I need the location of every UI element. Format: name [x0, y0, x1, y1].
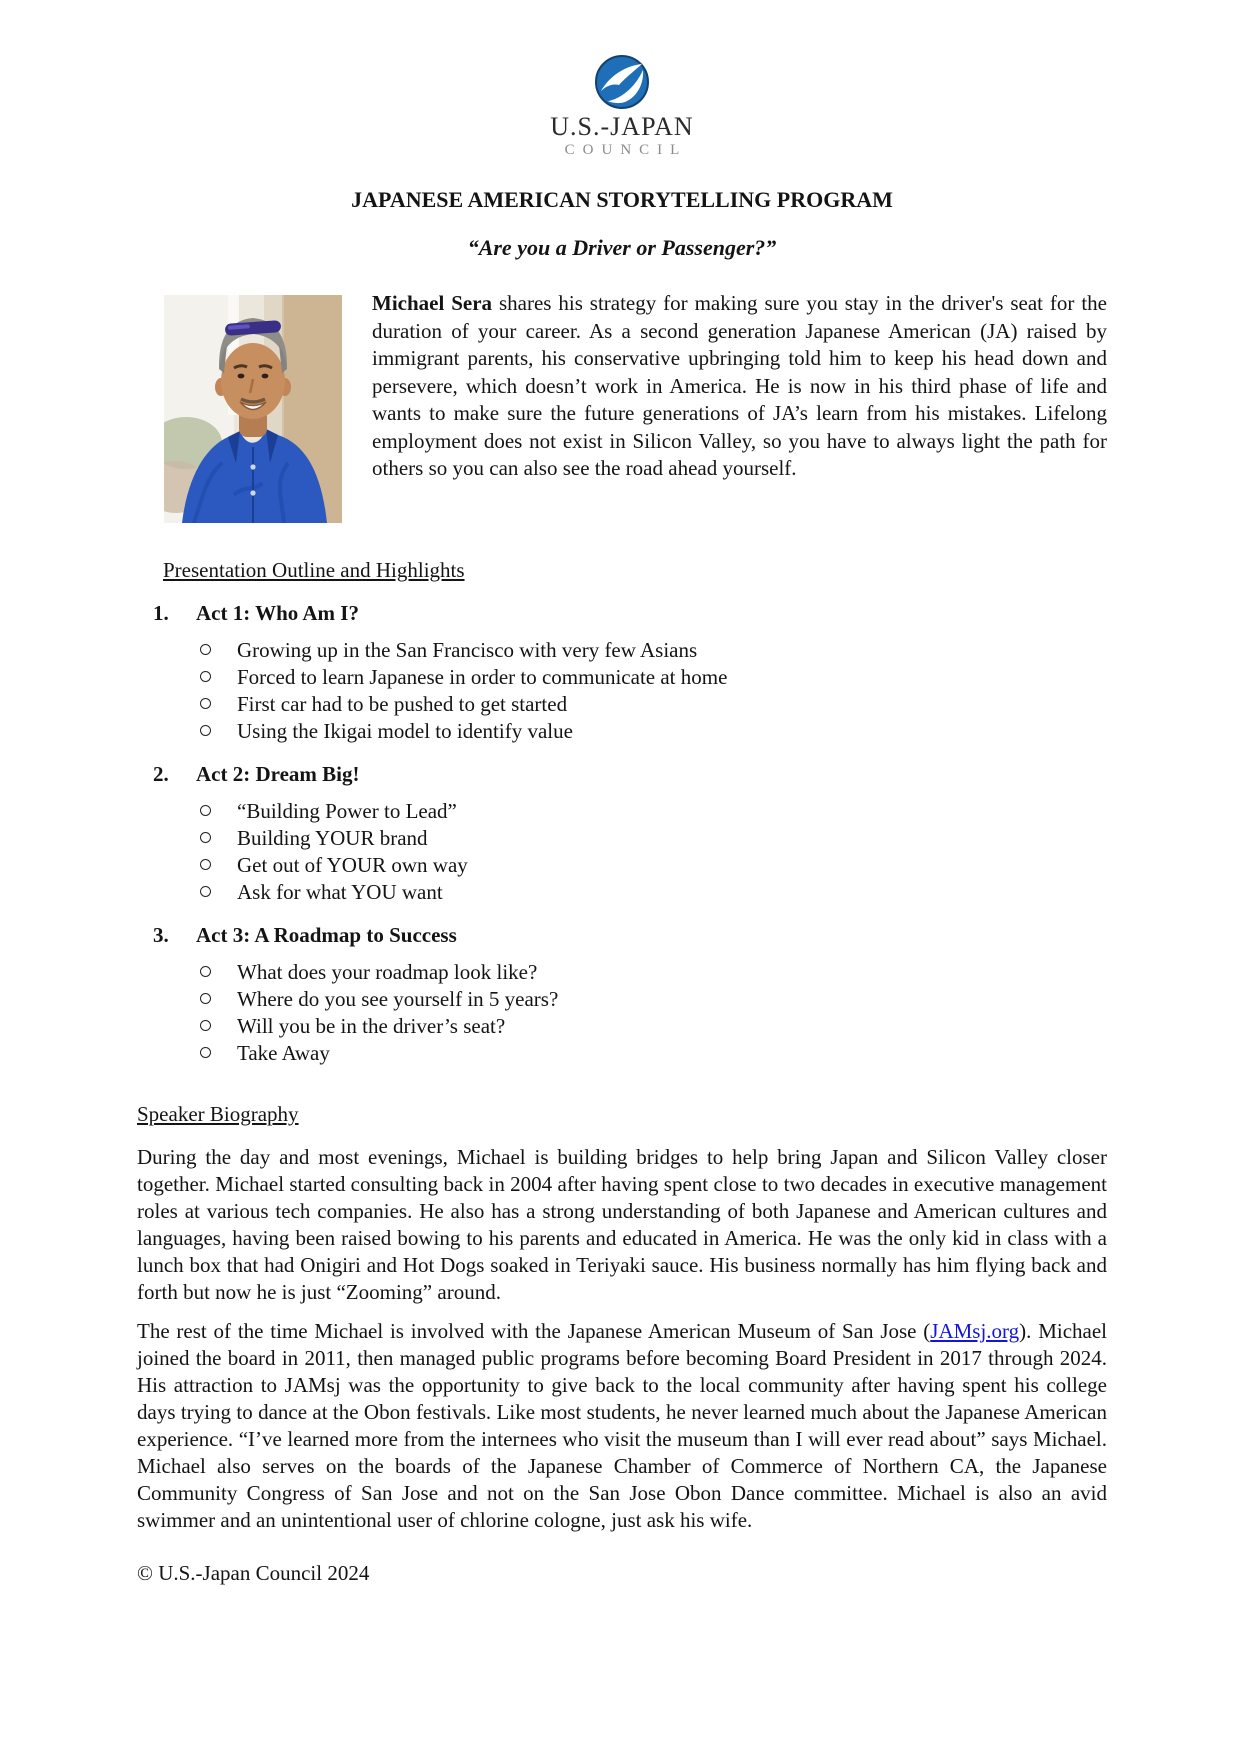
act-2-title: Act 2: Dream Big! [196, 762, 360, 786]
bullet-text: Take Away [237, 1041, 330, 1065]
bullet-text: Forced to learn Japanese in order to communicate at home [237, 665, 728, 689]
list-item [137, 718, 1107, 745]
list-item [137, 959, 1107, 986]
bio-heading: Speaker Biography [137, 1102, 299, 1126]
act-2 [137, 761, 1107, 906]
logo-wordmark: U.S.-JAPAN [550, 112, 694, 141]
act-3 [137, 922, 1107, 1067]
circle-bullet-icon [200, 725, 211, 736]
circle-bullet-icon [200, 1047, 211, 1058]
circle-bullet-icon [200, 832, 211, 843]
act-1-title: Act 1: Who Am I? [196, 601, 359, 625]
list-item [137, 691, 1107, 718]
list-item [137, 879, 1107, 906]
bullet-text: Get out of YOUR own way [237, 853, 468, 877]
bullet-text: “Building Power to Lead” [237, 799, 457, 823]
bio-paragraph-2-pre: The rest of the time Michael is involved with the Japanese American Museum of San Jose ( [137, 1319, 931, 1343]
list-item [137, 852, 1107, 879]
circle-bullet-icon [200, 993, 211, 1004]
speaker-name: Michael Sera [372, 291, 493, 315]
list-item [137, 1040, 1107, 1067]
bullet-text: What does your roadmap look like? [237, 960, 538, 984]
bullet-text: Growing up in the San Francisco with very few Asians [237, 638, 698, 662]
bullet-text: Using the Ikigai model to identify value [237, 719, 573, 743]
list-item [137, 1013, 1107, 1040]
speaker-photo [164, 295, 342, 523]
list-item [137, 637, 1107, 664]
act-1-number: 1. [153, 601, 169, 625]
act-2-number: 2. [153, 762, 169, 786]
circle-bullet-icon [200, 1020, 211, 1031]
outline-heading: Presentation Outline and Highlights [163, 558, 465, 582]
logo-wordmark-council: COUNCIL [564, 142, 688, 158]
intro-text: shares his strategy for making sure you stay in the driver's seat for the duration of your career. As a second generation Japanese American (JA) raised by immigrant parents, his conservative upbringing told him to keep his head down and persevere, which doesn’t work in America. He is now in his third phase of life and wants to make sure the future generations of JA’s learn from his mistakes. Lifelong employment does not exist in Silicon Valley, so you have to always light the path for others so you can also see the road ahead yourself. [372, 291, 1107, 480]
circle-bullet-icon [200, 886, 211, 897]
act-1 [137, 600, 1107, 745]
circle-bullet-icon [200, 671, 211, 682]
document-subtitle: “Are you a Driver or Passenger?” [467, 235, 777, 260]
bullet-text: Ask for what YOU want [237, 880, 443, 904]
circle-bullet-icon [200, 859, 211, 870]
document-title: JAPANESE AMERICAN STORYTELLING PROGRAM [351, 187, 893, 212]
bullet-text: Building YOUR brand [237, 826, 428, 850]
copyright-line: © U.S.-Japan Council 2024 [137, 1561, 370, 1585]
circle-bullet-icon [200, 644, 211, 655]
bullet-text: Where do you see yourself in 5 years? [237, 987, 559, 1011]
intro-section [137, 290, 1107, 483]
logo-block [137, 54, 1107, 158]
list-item [137, 798, 1107, 825]
bullet-text: Will you be in the driver’s seat? [237, 1014, 506, 1038]
circle-bullet-icon [200, 805, 211, 816]
circle-bullet-icon [200, 966, 211, 977]
bio-paragraph-2-post: ). Michael joined the board in 2011, then managed public programs before becoming Board President in 2017 through 2024. His attraction to JAMsj was the opportunity to give back to the local community after having spent his college days trying to dance at the Obon festivals. Like most students, he never learned much about the Japanese American experience. “I’ve learned more from the internees who visit the museum than I will ever read about” says Michael. Michael also serves on the boards of the Japanese Chamber of Commerce of Northern CA, the Japanese Community Congress of San Jose and not on the San Jose Obon Dance committee. Michael is also an avid swimmer and an unintentional user of chlorine cologne, just ask his wife. [137, 1319, 1107, 1532]
act-3-title: Act 3: A Roadmap to Success [196, 923, 457, 947]
bullet-text: First car had to be pushed to get started [237, 692, 568, 716]
bio-paragraph-2 [137, 1318, 1107, 1534]
circle-bullet-icon [200, 698, 211, 709]
act-3-number: 3. [153, 923, 169, 947]
list-item [137, 825, 1107, 852]
jamsj-link[interactable]: JAMsj.org [930, 1319, 1020, 1343]
usjc-logo-icon [594, 54, 650, 110]
list-item [137, 986, 1107, 1013]
list-item [137, 664, 1107, 691]
bio-paragraph-1: During the day and most evenings, Michael is building bridges to help bring Japan and Silicon Valley closer together. Michael started consulting back in 2004 after having spent close to two decades in executive management roles at various tech companies. He also has a strong understanding of both Japanese and American cultures and languages, having been raised bowing to his parents and educated in America. He was the only kid in class with a lunch box that had Onigiri and Hot Dogs soaked in Teriyaki sauce. His business normally has him flying back and forth but now he is just “Zooming” around. [137, 1145, 1107, 1304]
